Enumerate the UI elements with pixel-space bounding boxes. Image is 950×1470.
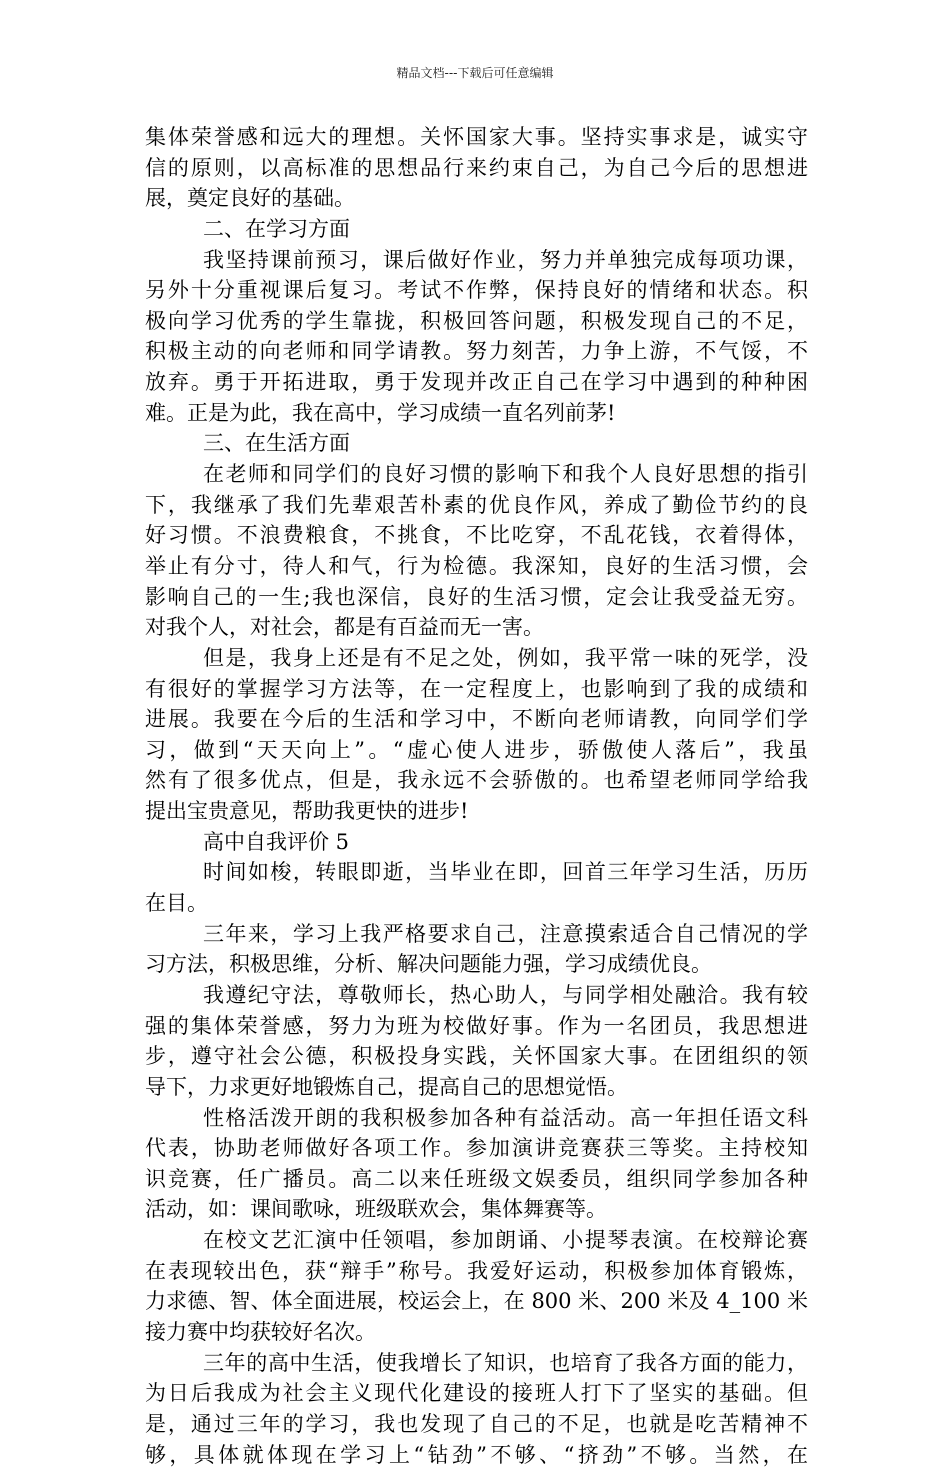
section-heading: 高中自我评价 5 bbox=[203, 829, 350, 854]
text-line: 性格活泼开朗的我积极参加各种有益活动。高一年担任语文科 bbox=[203, 1105, 808, 1130]
text-line: 强的集体荣誉感，努力为班为校做好事。作为一名团员，我思想进 bbox=[145, 1013, 808, 1038]
section-heading: 三、在生活方面 bbox=[203, 431, 350, 456]
text-line: 三年来，学习上我严格要求自己，注意摸索适合自己情况的学 bbox=[203, 921, 808, 946]
text-line: 进展。我要在今后的生活和学习中，不断向老师请教，向同学们学 bbox=[145, 707, 808, 732]
text-line: 有很好的掌握学习方法等，在一定程度上，也影响到了我的成绩和 bbox=[145, 676, 808, 701]
text-line: 接力赛中均获较好名次。 bbox=[145, 1319, 376, 1344]
text-line: 极向学习优秀的学生靠拢，积极回答问题，积极发现自己的不足， bbox=[145, 308, 808, 333]
text-line: 力求德、智、体全面进展，校运会上，在 800 米、200 米及 4_100 米 bbox=[145, 1289, 808, 1314]
document-body bbox=[145, 122, 808, 1470]
text-line: 影响自己的一生;我也深信，良好的生活习惯，定会让我受益无穷。 bbox=[145, 584, 808, 609]
text-line: 但是，我身上还是有不足之处，例如，我平常一味的死学，没 bbox=[203, 645, 808, 670]
text-line: 展，奠定良好的基础。 bbox=[145, 186, 355, 211]
text-line: 好习惯。不浪费粮食，不挑食，不比吃穿，不乱花钱，衣着得体， bbox=[145, 523, 808, 548]
text-line: 放弃。勇于开拓进取，勇于发现并改正自己在学习中遇到的种种困 bbox=[145, 370, 808, 395]
text-line: 对我个人，对社会，都是有百益而无一害。 bbox=[145, 615, 544, 640]
text-line: 是，通过三年的学习，我也发现了自己的不足，也就是吃苦精神不 bbox=[145, 1411, 808, 1436]
text-line: 够，具体就体现在学习上“钻劲”不够、“挤劲”不够。当然，在 bbox=[145, 1442, 808, 1467]
text-line: 提出宝贵意见，帮助我更快的进步! bbox=[145, 799, 469, 824]
text-line: 在老师和同学们的良好习惯的影响下和我个人良好思想的指引 bbox=[203, 462, 808, 487]
text-line: 三年的高中生活，使我增长了知识，也培育了我各方面的能力， bbox=[203, 1350, 808, 1375]
text-line: 然有了很多优点，但是，我永远不会骄傲的。也希望老师同学给我 bbox=[145, 768, 808, 793]
page-header: 精品文档---下载后可任意编辑 bbox=[396, 66, 554, 80]
text-line: 我坚持课前预习，课后做好作业，努力并单独完成每项功课， bbox=[203, 247, 808, 272]
text-line: 导下，力求更好地锻炼自己，提高自己的思想觉悟。 bbox=[145, 1074, 628, 1099]
text-line: 集体荣誉感和远大的理想。关怀国家大事。坚持实事求是，诚实守 bbox=[145, 125, 808, 149]
section-heading: 二、在学习方面 bbox=[203, 216, 350, 241]
text-line: 代表，协助老师做好各项工作。参加演讲竞赛获三等奖。主持校知 bbox=[145, 1136, 808, 1161]
text-line: 习方法，积极思维，分析、解决问题能力强，学习成绩优良。 bbox=[145, 952, 712, 977]
text-line: 我遵纪守法，尊敬师长，热心助人，与同学相处融洽。我有较 bbox=[203, 982, 808, 1007]
text-line: 步，遵守社会公德，积极投身实践，关怀国家大事。在团组织的领 bbox=[145, 1044, 808, 1069]
text-line: 另外十分重视课后复习。考试不作弊，保持良好的情绪和状态。积 bbox=[145, 278, 808, 303]
text-line: 下，我继承了我们先辈艰苦朴素的优良作风，养成了勤俭节约的良 bbox=[145, 492, 808, 517]
text-line: 在校文艺汇演中任领唱，参加朗诵、小提琴表演。在校辩论赛 bbox=[203, 1228, 808, 1253]
text-line: 积极主动的向老师和同学请教。努力刻苦，力争上游，不气馁，不 bbox=[145, 339, 808, 364]
text-line: 活动，如：课间歌咏，班级联欢会，集体舞赛等。 bbox=[145, 1197, 607, 1222]
text-line: 在目。 bbox=[145, 891, 208, 916]
text-line: 举止有分寸，待人和气，行为检德。我深知，良好的生活习惯，会 bbox=[145, 553, 808, 578]
text-line: 习，做到“天天向上”。“虚心使人进步，骄傲使人落后”，我虽 bbox=[145, 737, 808, 762]
text-line: 为日后我成为社会主义现代化建设的接班人打下了坚实的基础。但 bbox=[145, 1381, 808, 1406]
text-line: 在表现较出色，获“辩手”称号。我爱好运动，积极参加体育锻炼， bbox=[145, 1258, 808, 1283]
text-line: 信的原则，以高标准的思想品行来约束自己，为自己今后的思想进 bbox=[145, 155, 808, 180]
text-line: 难。正是为此，我在高中，学习成绩一直名列前茅! bbox=[145, 400, 616, 425]
text-line: 识竞赛，任广播员。高二以来任班级文娱委员，组织同学参加各种 bbox=[145, 1166, 808, 1191]
text-line: 时间如梭，转眼即逝，当毕业在即，回首三年学习生活，历历 bbox=[203, 860, 808, 885]
